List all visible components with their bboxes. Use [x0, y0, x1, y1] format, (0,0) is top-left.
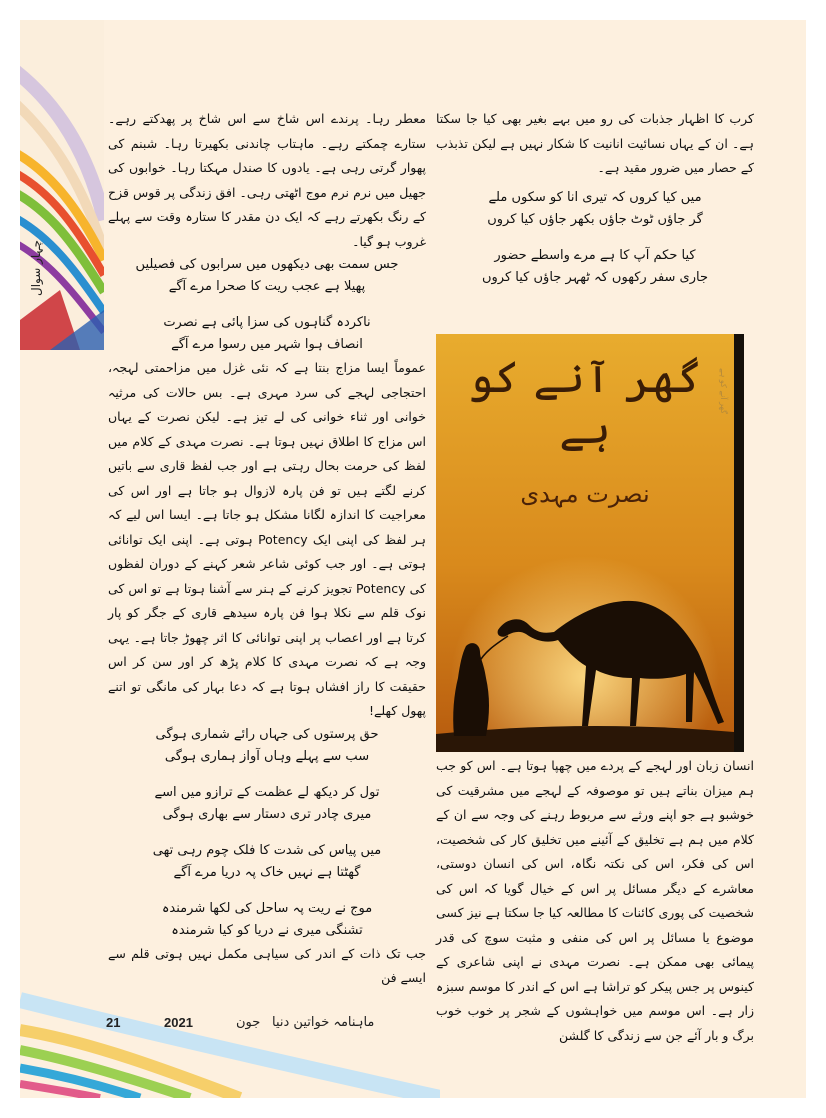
- verse-line: میں پیاس کی شدت کا فلک چوم رہی تھی: [152, 842, 382, 858]
- verse-line: موج نے ریت پہ ساحل کی لکھا شرمندہ: [161, 900, 373, 916]
- left-column: [108, 107, 426, 991]
- page-number: 21: [106, 1014, 121, 1030]
- spine-text: گھر آنے کو ہے: [719, 368, 728, 414]
- verse-line: گھٹتا ہے نہیں خاک پہ دریا مرے آگے: [173, 864, 361, 880]
- verse-line: جس سمت بھی دیکھوں میں سرابوں کی فصیلیں: [135, 257, 399, 272]
- verse-line: پھیلا ہے عجب ریت کا صحرا مرے آگے: [168, 279, 366, 294]
- verse-line: تول کر دیکھ لے عظمت کے ترازو میں اسے: [154, 784, 380, 800]
- left-closing-line: جب تک ذات کے اندر کی سیاہی مکمل نہیں ہوتی قلم سے ایسے فن: [108, 945, 426, 985]
- right-column-top: [436, 107, 754, 289]
- verse-line: گر جاؤں ٹوٹ جاؤں بکھر جاؤں کیا کروں: [487, 211, 703, 227]
- section-label-text: چہار سوال: [29, 239, 43, 297]
- magazine-name: ماہنامہ خواتین دنیا: [272, 1014, 375, 1030]
- verse-line: حق پرستوں کی جہاں رائے شماری ہوگی: [155, 726, 379, 742]
- left-intro-paragraph: معطر رہا۔ پرندے اس شاخ سے اس شاخ پر پھدکتے رہے۔ ستارے چمکتے رہے۔ ماہتاب چاندنی بکھیرتا رہا۔ شبنم کی پھوار گرتی رہی ہے۔ یادوں کا صندل مہکتا رہا۔ خوابوں کی جھیل میں نرم نرم موج اٹھتی رہی۔ افق زندگی پر قوس قزح کے رنگ بکھرتے رہے کہ ایک دن مقدر کا ستارہ وقت سے پہلے غروب ہو گیا۔: [108, 111, 426, 249]
- book-spine: [734, 334, 744, 752]
- verse-line: میری چادر تری دستار سے بھاری ہوگی: [162, 806, 372, 822]
- section-label: [24, 228, 48, 308]
- right-intro-paragraph: کرب کا اظہار جذبات کی رو میں بہے بغیر بھی کیا جا سکتا ہے۔ ان کے یہاں نسائیت انانیت کا شکار نہیں ہے لیکن تذبذب کے حصار میں ضرور مقید ہے۔: [436, 111, 754, 175]
- right-body-paragraph: انسان زبان اور لہجے کے پردے میں چھپا ہوتا ہے۔ اس کو جب ہم میزان بناتے ہیں تو موصوفہ کے لہجے میں مشرقیت کی خوشبو ہے جو اپنے ورثے سے مربوط رہنے کی وجہ سے ان کے کلام میں ہم ہے تخلیق کے آئینے میں تخلیق کار کی شخصیت، اس کی فکر، اس کی نکتہ نگاہ، اس کی انسان دوستی، معاشرے کے دیگر مسائل پر اس کے خیال گویا کہ اس کی شخصیت کی پوری کائنات کا مطالعہ کیا جا سکتا ہے نیز کسی موضوع یا مسائل پر اس کی منفی و مثبت سوچ کی قدر پیمائی بھی ممکن ہے۔ نصرت مہدی نے اپنی شاعری کے کینوس پر جس پیکر کو تراشا ہے اس کے اندر کا موسم سبزہ زار ہے۔ اس موسم میں خواہشوں کے شجر پر خوب خوب برگ و بار آئے جن سے زندگی کا گلشن: [436, 758, 754, 1043]
- verse-line: تشنگی میری نے دریا کو کیا شرمندہ: [171, 922, 363, 938]
- issue-year: 2021: [164, 1014, 193, 1030]
- verse-line: انصاف ہوا شہر میں رسوا مرے آگے: [171, 337, 363, 352]
- verse-line: جاری سفر رکھوں کہ ٹھہر جاؤں کیا کروں: [481, 269, 709, 285]
- verse-line: ناکردہ گناہوں کی سزا پائی ہے نصرت: [163, 315, 371, 330]
- book-cover-image: [436, 334, 744, 752]
- bottom-swirl-decoration: [20, 980, 440, 1098]
- verse-line: میں کیا کروں کہ تیری انا کو سکوں ملے: [488, 189, 702, 205]
- book-title: گھر آنے کو ہے: [467, 352, 703, 454]
- left-body-paragraph: عموماً ایسا مزاج بنتا ہے کہ نئی غزل میں مزاحمتی لہجہ، احتجاجی لہجے کی سرد مہری ہے۔ بس حالات کی مرثیہ خوانی اور ثناء خوانی کی لے تیز ہے۔ لیکن نصرت کے یہاں اس مزاج کا اطلاق نہیں ہوتا ہے۔ نصرت مہدی کے کلام میں لفظ کی حرمت بحال رہتی ہے اور جب لفظ قاری سے باتیں کرنے لگتے ہیں تو فن پارہ لازوال ہو جاتا ہے اور اس کی معراجیت کا اندازہ لگانا مشکل ہو جاتا ہے۔ ایسا اس لیے کہ ہر لفظ کی اپنی ایک Potency ہوتی ہے۔ اپنی ایک توانائی ہوتی ہے۔ اور جب کوئی شاعر شعر کہنے کے دوران لفظوں کی Potency تجویز کرنے کے ہنر سے آشنا ہوتا ہے تو اس کی نوک قلم سے نکلا ہوا فن پارہ سیدھے قاری کے جگر کو پار کرتا ہے اور اعصاب پر اپنی توانائی کا اثر چھوڑ جاتا ہے۔ یہی وجہ ہے کہ نصرت مہدی کا کلام پڑھ کر اور سن کر اس حقیقت کا راز افشاں ہوتا ہے کہ دعا بہار کی مانگی تو اتنے پھول کھلے!: [108, 360, 427, 718]
- right-column-bottom: [436, 754, 754, 1048]
- verse-line: سب سے پہلے وہاں آواز ہماری ہوگی: [164, 748, 370, 764]
- verse-line: کیا حکم آپ کا ہے مرے واسطے حضور: [494, 247, 696, 263]
- issue-month: جون: [236, 1014, 261, 1030]
- book-author: نصرت مہدی: [520, 480, 650, 508]
